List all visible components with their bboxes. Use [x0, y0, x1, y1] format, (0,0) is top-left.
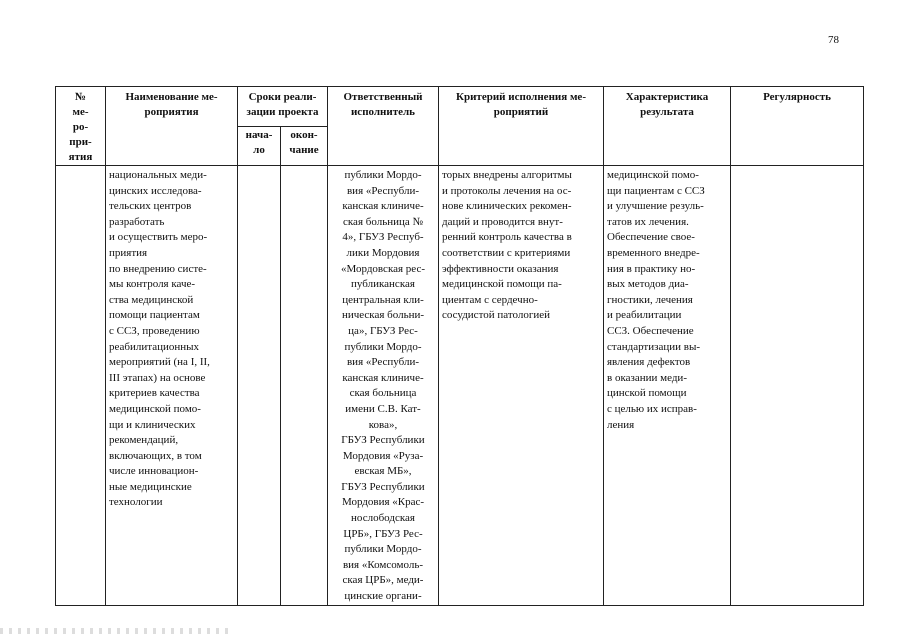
- measures-table: [55, 86, 864, 606]
- header-terms: Сроки реали- зации проекта: [238, 87, 328, 127]
- header-regularity: Регулярность: [731, 87, 864, 166]
- header-result: Характеристика результата: [604, 87, 731, 166]
- cell-name: национальных меди- цинских исследова- тельских центров разработать и осуществить меро- приятия по внедрению систе- мы контроля каче- ства медицинской помощи пациентам с ССЗ, проведению реабилитационных мероприятий (на I, II, III этапах) на основе критериев качества медицинской помо- щи и клинических рекомендаций, включающих, в том числе инновацион- ные медицинские технологии: [106, 166, 238, 606]
- table-row: [56, 166, 864, 606]
- header-end: окон- чание: [281, 126, 328, 166]
- scan-artifact: [0, 628, 230, 634]
- cell-criterion: торых внедрены алгоритмы и протоколы лечения на ос- нове клинических рекомен- даций и проводится внут- ренний контроль качества в соответствии с критериями эффективности оказания медицинской помощи па- циентам с сердечно- сосудистой патологией: [439, 166, 604, 606]
- header-start: нача- ло: [238, 126, 281, 166]
- cell-number: [56, 166, 106, 606]
- cell-end: [281, 166, 328, 606]
- header-number: № ме- ро- при- ятия: [56, 87, 106, 166]
- header-name: Наименование ме- роприятия: [106, 87, 238, 166]
- page-number: 78: [828, 34, 839, 46]
- cell-regularity: [731, 166, 864, 606]
- header-criterion: Критерий исполнения ме- роприятий: [439, 87, 604, 166]
- header-executor: Ответственный исполнитель: [328, 87, 439, 166]
- cell-start: [238, 166, 281, 606]
- cell-executor: публики Мордо- вия «Республи- канская клиниче- ская больница № 4», ГБУЗ Респуб- лики Мордовия «Мордовская рес- публиканская центральная кли- ническая больни- ца», ГБУЗ Рес- публики Мордо- вия «Республи- канская клиниче- ская больница имени С.В. Кат- кова», ГБУЗ Республики Мордовия «Руза- евская МБ», ГБУЗ Республики Мордовия «Крас- нослободская ЦРБ», ГБУЗ Рес- публики Мордо- вия «Комсомоль- ская ЦРБ», меди- цинские органи-: [328, 166, 439, 606]
- cell-result: медицинской помо- щи пациентам с ССЗ и улучшение резуль- татов их лечения. Обеспечение свое- временного внедре- ния в практику но- вых методов диа- гностики, лечения и реабилитации ССЗ. Обеспечение стандартизации вы- явления дефектов в оказании меди- цинской помощи с целью их исправ- ления: [604, 166, 731, 606]
